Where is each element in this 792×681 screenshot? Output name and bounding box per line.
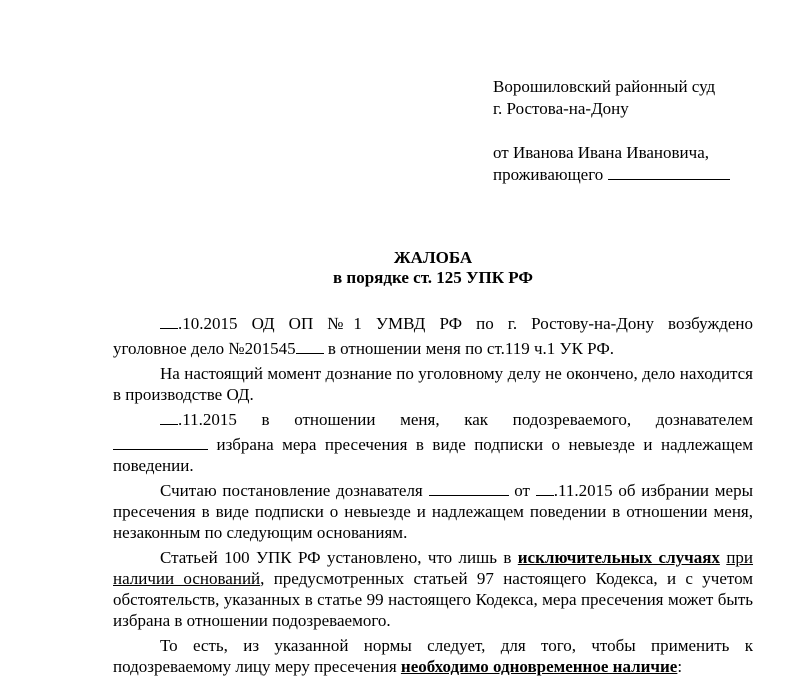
sender-address-line [493, 164, 753, 186]
paragraph-text: Статьей 100 УПК РФ установлено, что лишь в [160, 548, 518, 567]
paragraph-text: .11.2015 об избрании меры пресечения в виде подписки о невыезде и надлежащем поведении в отношении меня, незаконным по следующим основаниям. [113, 481, 753, 542]
addressee-block [493, 76, 715, 120]
case-number-blank [296, 338, 324, 354]
paragraph-text: , предусмотренных статьей 97 настоящего Кодекса, и с учетом обстоятельств, указанных в статье 99 настоящего Кодекса, мера пресечения может быть избрана в отношении подозреваемого. [113, 569, 753, 630]
paragraph-text: .11.2015 в отношении меня, как подозреваемого, дознавателем [178, 410, 753, 429]
paragraph-6 [113, 635, 753, 677]
date-blank [160, 313, 178, 329]
paragraph-1-line-1 [113, 313, 753, 334]
paragraph-5 [113, 547, 753, 631]
paragraph-3-rest [113, 434, 753, 476]
investigator-blank [113, 434, 208, 450]
title-sub: в порядке ст. 125 УПК РФ [333, 268, 533, 287]
sender-block [493, 142, 753, 186]
investigator-blank [429, 480, 509, 496]
paragraph-text: : [677, 657, 683, 676]
paragraph-text: То есть, из указанной нормы следует, для того, чтобы применить к подозреваемому лицу меру пресечения [113, 636, 753, 676]
sender-name-line [493, 142, 753, 164]
document-title [113, 248, 753, 288]
paragraph-4 [113, 480, 753, 543]
address-blank [608, 164, 730, 180]
paragraph-text: уголовное дело №201545 [113, 339, 296, 358]
paragraph-2: На настоящий момент дознание по уголовному делу не окончено, дело находится в производстве ОД. [113, 364, 753, 404]
sender-name: от Иванова Ивана Ивановича, [493, 143, 709, 162]
residing-label: проживающего [493, 165, 604, 184]
paragraph-1-line-2 [113, 338, 753, 359]
paragraph-text: избрана мера пресечения в виде подписки о невыезде и надлежащем поведении. [113, 435, 753, 475]
paragraph-text: в отношении меня по ст.119 ч.1 УК РФ. [323, 339, 615, 358]
date-blank [160, 409, 178, 425]
title-main: ЖАЛОБА [393, 248, 473, 267]
emphasis-simultaneous-presence: необходимо одновременное наличие [400, 657, 678, 676]
emphasis-exceptional-cases: исключительных случаях [517, 548, 720, 567]
date-blank [536, 480, 554, 496]
paragraph-text: Считаю постановление дознавателя [160, 481, 429, 500]
paragraph-3-line-1 [113, 409, 753, 430]
court-name: Ворошиловский районный суд [493, 77, 716, 96]
document-body [113, 313, 753, 681]
emphasis-grounds: при наличии оснований [113, 548, 754, 588]
court-city: г. Ростова-на-Дону [493, 99, 629, 118]
paragraph-text: от [508, 481, 536, 500]
paragraph-text: .10.2015 ОД ОП №1 УМВД РФ по г. Ростову-на-Дону возбуждено [178, 314, 753, 333]
